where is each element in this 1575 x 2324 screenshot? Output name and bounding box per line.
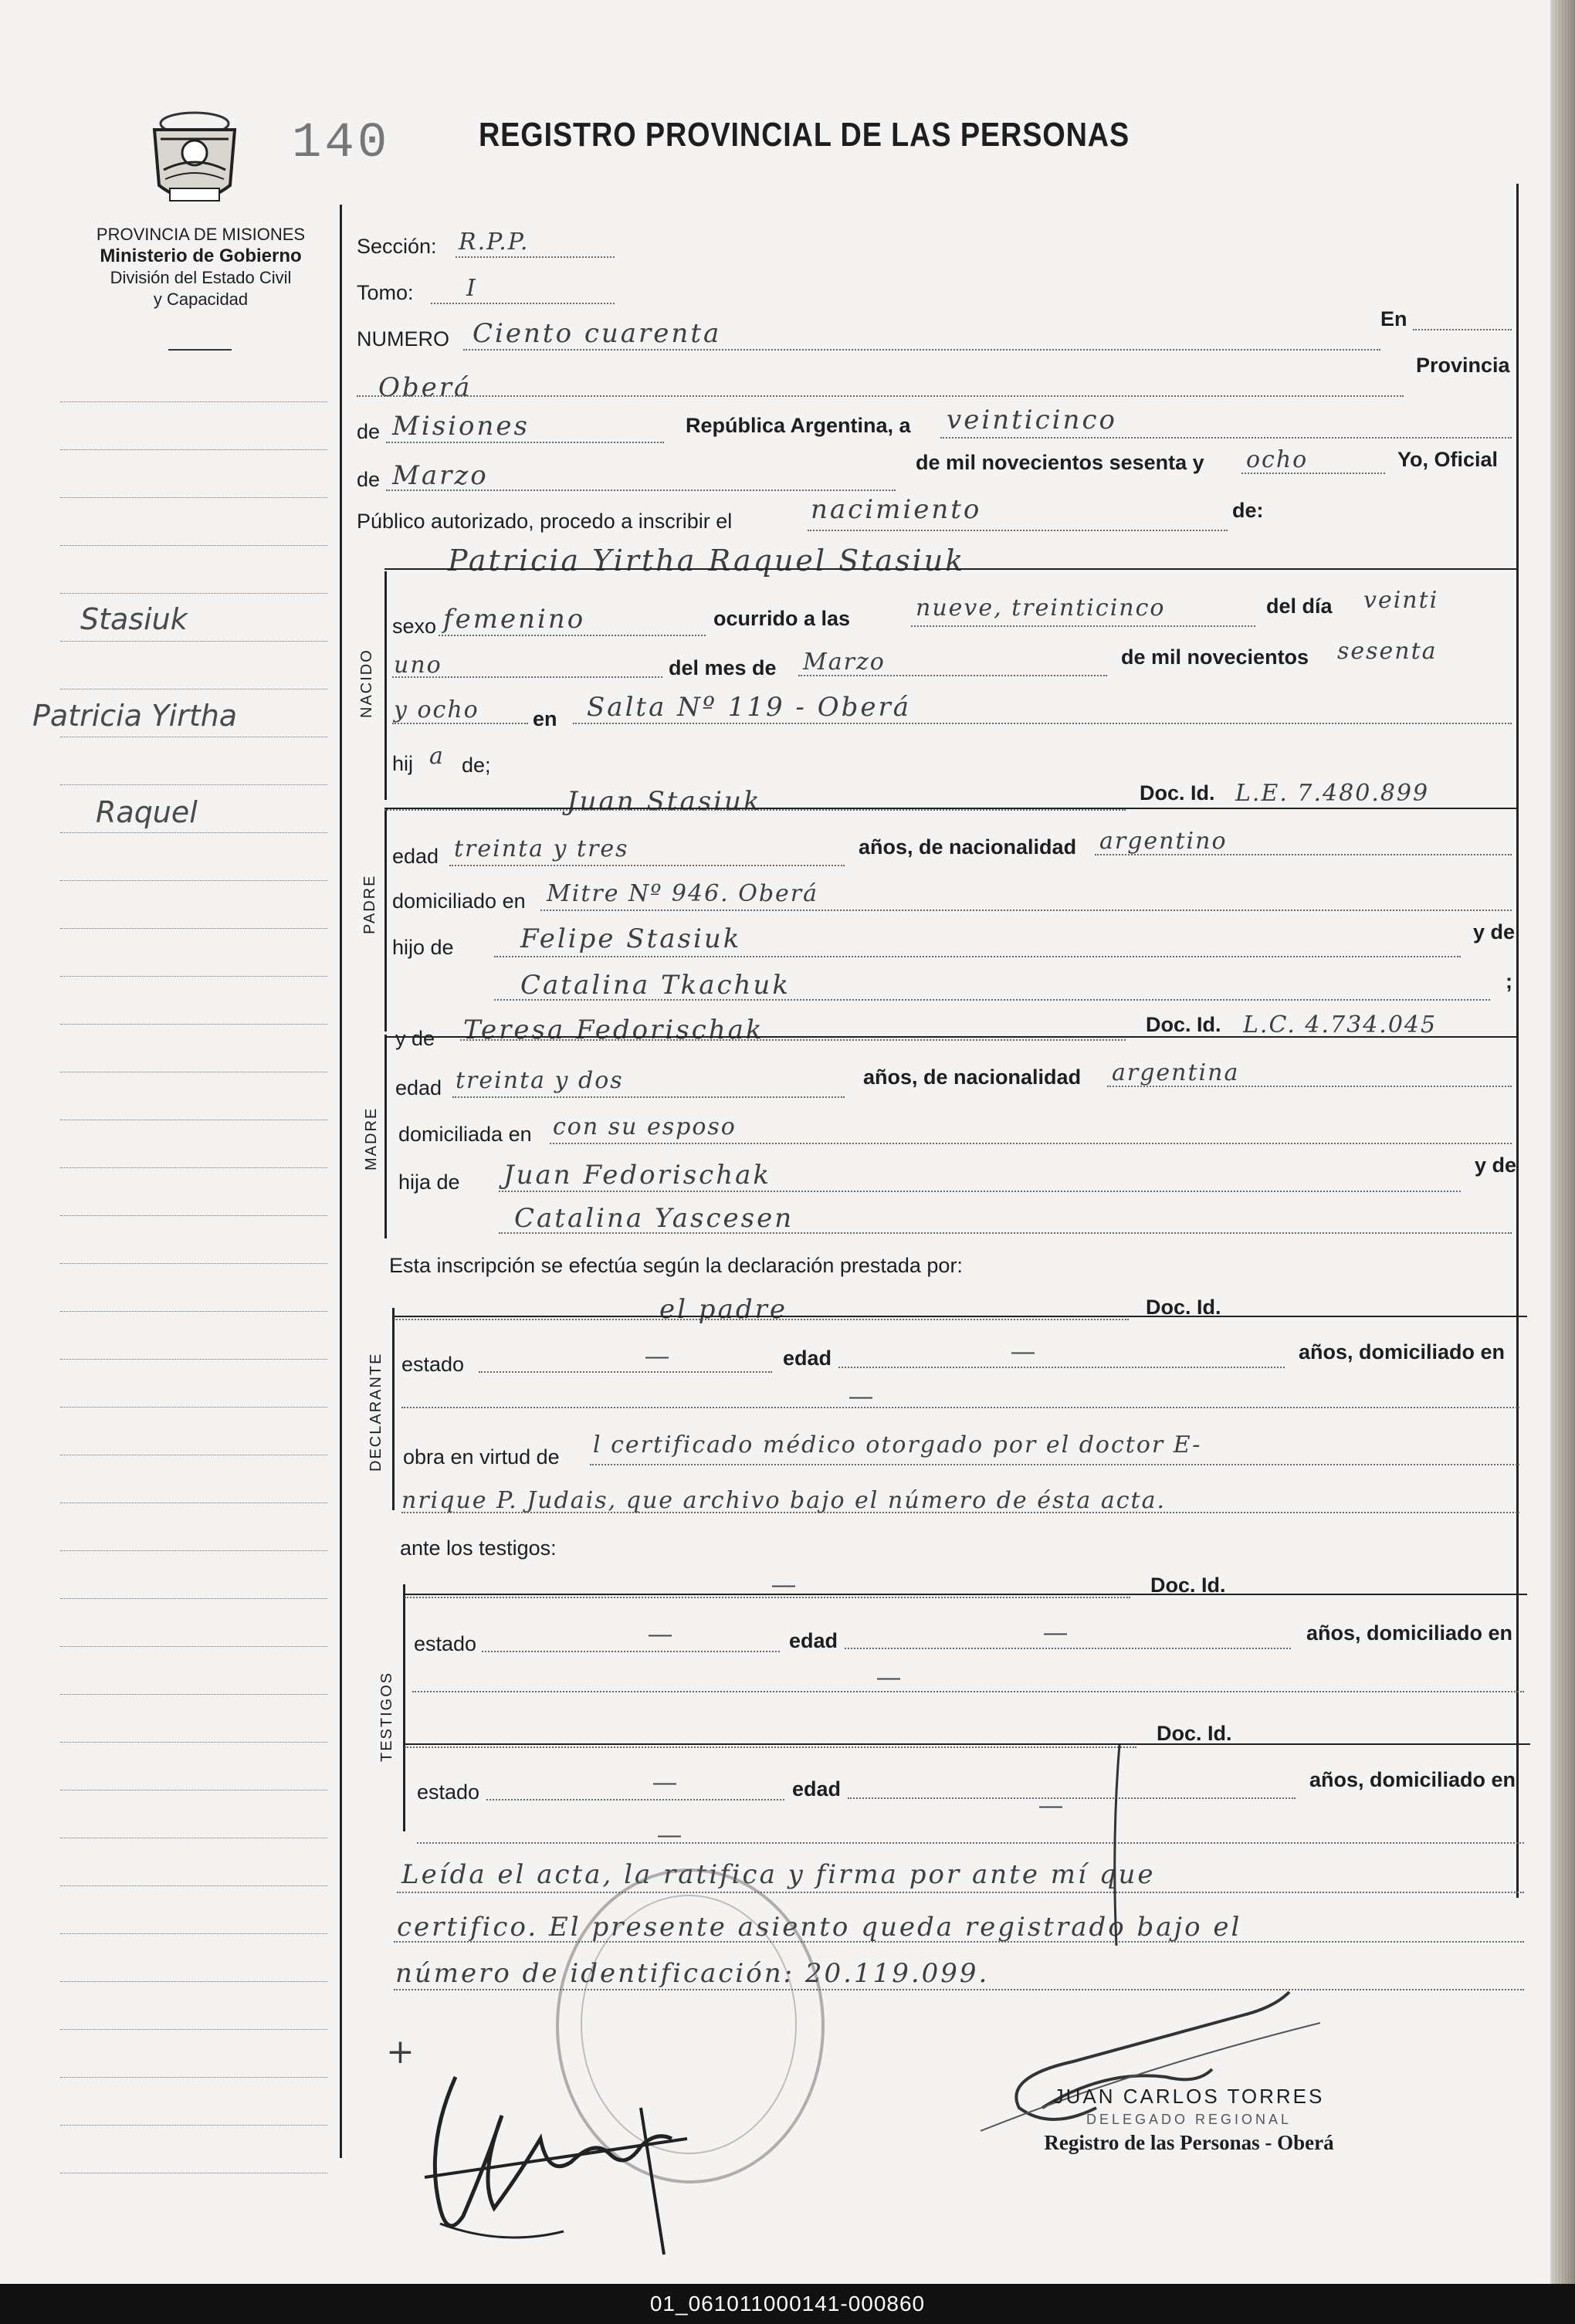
madre-father-name: Juan Fedorischak: [503, 1160, 771, 1191]
testigo1-edad-label: edad: [789, 1629, 838, 1652]
madre-edad-label: edad: [395, 1076, 442, 1099]
tomo-line: [431, 303, 615, 304]
sexo-label: sexo: [392, 615, 437, 638]
margin-rule-line: [60, 976, 327, 977]
margin-rule-line: [60, 1598, 327, 1599]
birth-en-label: en: [533, 707, 557, 730]
ministry-name: Ministerio de Gobierno: [100, 246, 302, 266]
margin-rule-line: [60, 401, 327, 402]
month-value: Marzo: [392, 460, 489, 491]
declarante-edad-value: —: [1011, 1339, 1035, 1364]
year-cont-line: [392, 723, 528, 724]
obra-value: l certificado médico otorgado por el doctor E-: [593, 1431, 1202, 1458]
margin-given-names: Patricia Yirtha: [32, 699, 238, 733]
signer-title: DELEGADO REGIONAL: [1086, 2112, 1292, 2127]
main-left-rule: [340, 205, 342, 2158]
margin-rule-line: [60, 449, 327, 450]
madre-doc-label: Doc. Id.: [1146, 1013, 1221, 1036]
testigo2-estado-dash: —: [653, 1770, 676, 1795]
signer-block: [880, 2085, 1498, 2154]
testigo2-edad-dash: —: [1039, 1793, 1062, 1818]
numero-label: NUMERO: [357, 327, 449, 351]
de-label: de: [357, 420, 381, 443]
padre-rule: [384, 808, 387, 1032]
birth-year-value: sesenta: [1337, 638, 1438, 665]
province-value: Misiones: [392, 411, 530, 442]
nacido-name: Patricia Yirtha Raquel Stasiuk: [448, 544, 966, 578]
margin-rule-line: [60, 2077, 327, 2078]
madre-y-de-label: y de: [395, 1027, 435, 1050]
margin-rule-line: [60, 1981, 327, 1982]
testigo2-anos-label: años, domiciliado en: [1309, 1768, 1516, 1791]
provincia-label: Provincia: [1416, 354, 1510, 377]
padre-side-label: PADRE: [361, 874, 378, 934]
division-name: División del Estado Civil: [110, 268, 292, 287]
testigo1-top-rule: [403, 1594, 1527, 1595]
year-value: ocho: [1246, 446, 1309, 473]
testigo2-edad-label: edad: [792, 1777, 842, 1801]
testigo1-estado-label: estado: [414, 1632, 477, 1655]
nacido-rule: [384, 571, 387, 800]
birth-day-value: veinti: [1363, 587, 1439, 614]
page-title: REGISTRO PROVINCIAL DE LAS PERSONAS: [479, 116, 1130, 154]
padre-name-line: [384, 809, 1126, 811]
testigos-side-label: TESTIGOS: [378, 1671, 395, 1762]
declarante-side-label: DECLARANTE: [368, 1352, 384, 1472]
testigos-label: ante los testigos:: [400, 1536, 557, 1560]
margin-rule-line: [60, 1407, 327, 1408]
seccion-value: R.P.P.: [459, 229, 530, 256]
act-type-line: [808, 530, 1228, 531]
madre-rule: [384, 1035, 387, 1238]
padre-mother-name: Catalina Tkachuk: [520, 970, 791, 1001]
padre-father-line: [494, 956, 1461, 957]
madre-doc-value: L.C. 4.734.045: [1243, 1011, 1438, 1038]
madre-edad-value: treinta y dos: [456, 1067, 624, 1094]
madre-mother-name: Catalina Yascesen: [514, 1203, 794, 1234]
margin-rule-line: [60, 1167, 327, 1168]
margin-rule-line: [60, 1742, 327, 1743]
day-line: [940, 437, 1512, 439]
margin-rule-line: [60, 1359, 327, 1360]
margin-rule-line: [60, 832, 327, 833]
month-line: [386, 490, 896, 491]
madre-domicilio-value: con su esposo: [553, 1113, 737, 1140]
testigo1-name-line: [405, 1597, 1130, 1598]
margin-rule-line: [60, 2125, 327, 2126]
padre-doc-value: L.E. 7.480.899: [1235, 780, 1430, 807]
margin-surname: Stasiuk: [80, 602, 188, 636]
margin-rule-line: [60, 1694, 327, 1695]
testigo2-estado-line: [486, 1799, 784, 1801]
padre-anos-label: años, de nacionalidad: [859, 835, 1077, 859]
day-value: veinticinco: [947, 405, 1117, 435]
margin-rule-line: [60, 1311, 327, 1312]
madre-top-rule: [384, 1036, 1516, 1038]
de-label-2: de: [357, 468, 381, 491]
margin-rule-line: [60, 497, 327, 498]
province-name: PROVINCIA DE MISIONES: [96, 225, 306, 244]
testigo1-dom-dash: —: [877, 1665, 900, 1690]
testigo2-estado-label: estado: [417, 1780, 480, 1804]
nacido-side-label: NACIDO: [358, 649, 375, 718]
declarante-rule: [392, 1308, 395, 1510]
signer-name: JUAN CARLOS TORRES: [1053, 2085, 1325, 2108]
divider: [168, 349, 232, 351]
padre-edad-line: [449, 865, 845, 866]
obra-line: [590, 1464, 1519, 1465]
margin-rule-line: [60, 1933, 327, 1934]
padre-domicilio-value: Mitre Nº 946. Oberá: [547, 880, 819, 907]
birth-place-line: [573, 723, 1512, 724]
madre-nacionalidad-line: [1107, 1086, 1512, 1087]
margin-rule-line: [60, 1215, 327, 1216]
nacido-top-rule: [384, 568, 1516, 570]
margin-rule-line: [60, 928, 327, 929]
madre-name: Teresa Fedorischak: [463, 1015, 764, 1045]
testigo1-name-dash: —: [772, 1572, 795, 1597]
madre-y-de-label-2: y de: [1475, 1154, 1517, 1177]
closing-line-1: Leída el acta, la ratifica y firma por ante mí que: [401, 1859, 1156, 1890]
margin-rule-line: [60, 1502, 327, 1503]
madre-name-line: [460, 1039, 1126, 1041]
publico-label: Público autorizado, procedo a inscribir el: [357, 510, 733, 533]
madre-mother-line: [499, 1232, 1512, 1234]
padre-edad-value: treinta y tres: [454, 835, 629, 862]
testigo1-edad-line: [845, 1648, 1291, 1649]
sexo-line: [439, 635, 706, 636]
declarant-signature-icon: [409, 2023, 733, 2270]
testigo2-doc-label: Doc. Id.: [1157, 1722, 1232, 1745]
margin-rule-line: [60, 784, 327, 785]
padre-edad-label: edad: [392, 845, 439, 868]
en-label: En: [1380, 307, 1407, 330]
birth-year-value-cont: y ocho: [394, 696, 479, 723]
padre-nacionalidad-value: argentino: [1099, 828, 1228, 855]
birth-month-value: Marzo: [803, 649, 886, 676]
madre-edad-line: [452, 1096, 845, 1098]
province-line: [386, 442, 664, 443]
en-line: [1413, 329, 1512, 330]
madre-anos-label: años, de nacionalidad: [863, 1065, 1082, 1089]
declarante-name: el padre: [659, 1294, 788, 1325]
testigo1-estado-line: [482, 1651, 780, 1652]
del-dia-label: del día: [1266, 595, 1333, 618]
locality-value: Oberá: [378, 372, 472, 403]
division-name-cont: y Capacidad: [153, 290, 249, 309]
year-line: [1241, 473, 1385, 474]
obra-value-cont: nrique P. Judais, que archivo bajo el número de ésta acta.: [401, 1487, 1166, 1514]
hij-value: a: [429, 743, 445, 770]
padre-nacionalidad-line: [1095, 854, 1512, 855]
padre-top-rule: [384, 808, 1516, 809]
page-stack-edge: [1550, 0, 1575, 2284]
provincial-seal-icon: [141, 108, 249, 215]
testigo1-edad-dash: —: [1044, 1620, 1067, 1645]
birth-month-line: [798, 675, 1107, 676]
madre-side-label: MADRE: [363, 1106, 380, 1170]
seccion-line: [456, 256, 615, 258]
hij-de-label: de;: [462, 754, 491, 777]
declarante-dom-line: [401, 1407, 1519, 1408]
margin-rule-line: [60, 1024, 327, 1025]
testigo1-estado-dash: —: [649, 1621, 672, 1647]
declarante-doc-label: Doc. Id.: [1146, 1296, 1221, 1319]
madre-hija-de-label: hija de: [398, 1170, 460, 1194]
file-id: 01_061011000141-000860: [649, 2292, 926, 2316]
testigo1-dom-line: [412, 1691, 1524, 1692]
closing-line-2: certifico. El presente asiento queda registrado bajo el: [397, 1912, 1242, 1943]
declarante-name-line: [394, 1319, 1129, 1320]
madre-domicilio-label: domiciliada en: [398, 1123, 532, 1146]
main-right-rule: [1516, 184, 1519, 1898]
madre-father-line: [499, 1191, 1461, 1192]
declarante-anos-label: años, domiciliado en: [1299, 1340, 1506, 1364]
padre-hijo-de-label: hijo de: [392, 936, 454, 959]
seccion-label: Sección:: [357, 235, 437, 258]
closing-line-3: número de identificación: 20.119.099.: [395, 1958, 990, 1989]
time-value: nueve, treinticinco: [916, 595, 1166, 622]
numero-line: [463, 349, 1380, 351]
margin-rule-line: [60, 1885, 327, 1886]
margin-rule-line: [60, 1550, 327, 1551]
margin-rule-line: [60, 880, 327, 881]
tomo-value: I: [466, 275, 477, 302]
testigos-rule: [403, 1584, 405, 1831]
day-cont-line: [392, 676, 662, 678]
testigo1-anos-label: años, domiciliado en: [1306, 1621, 1513, 1645]
padre-domicilio-line: [540, 910, 1512, 911]
margin-rule-line: [60, 593, 327, 594]
padre-semicolon: ;: [1506, 970, 1512, 993]
padre-y-de-label: y de: [1473, 920, 1516, 943]
margin-rule-line: [60, 641, 327, 642]
del-mes-label: del mes de: [669, 656, 777, 679]
declarante-top-rule: [392, 1316, 1527, 1317]
year-text-label: de mil novecientos sesenta y: [916, 451, 1204, 474]
margin-rule-line: [60, 545, 327, 546]
declarante-estado-line: [479, 1371, 772, 1373]
mil-label: de mil novecientos: [1121, 645, 1309, 669]
declaracion-text: Esta inscripción se efectúa según la declaración prestada por:: [389, 1254, 963, 1277]
locality-line: [357, 395, 1404, 397]
margin-given-name-2: Raquel: [96, 795, 198, 829]
act-type-value: nacimiento: [811, 494, 982, 525]
de-colon: de:: [1232, 499, 1264, 522]
acta-number: 140: [292, 116, 391, 171]
time-line: [911, 625, 1255, 627]
obra-label: obra en virtud de: [403, 1445, 560, 1469]
margin-rule-line: [60, 1646, 327, 1647]
testigo2-dom-dash: —: [658, 1822, 681, 1848]
padre-doc-label: Doc. Id.: [1140, 781, 1215, 805]
declarante-dom-value: —: [849, 1384, 872, 1409]
obra-cont-line: [401, 1512, 1519, 1513]
madre-nacionalidad-value: argentina: [1112, 1059, 1240, 1086]
hij-label: hij: [392, 752, 414, 775]
issuer-block: [46, 224, 355, 310]
numero-value: Ciento cuarenta: [472, 318, 722, 349]
yo-oficial-label: Yo, Oficial: [1397, 448, 1499, 471]
cross-mark: +: [386, 2032, 417, 2072]
republica-label: República Argentina, a: [686, 414, 911, 437]
padre-father-name: Felipe Stasiuk: [520, 923, 742, 954]
padre-mother-line: [494, 999, 1490, 1001]
signer-office: Registro de las Personas - Oberá: [1044, 2131, 1334, 2154]
padre-domicilio-label: domiciliado en: [392, 889, 526, 913]
madre-domicilio-line: [550, 1143, 1512, 1144]
sexo-value: femenino: [443, 604, 586, 635]
declarante-edad-line: [838, 1367, 1285, 1368]
declarante-estado-label: estado: [401, 1353, 465, 1376]
padre-name: Juan Stasiuk: [567, 786, 762, 817]
declarante-edad-label: edad: [783, 1347, 832, 1370]
testigo1-doc-label: Doc. Id.: [1150, 1574, 1226, 1597]
margin-rule-line: [60, 2029, 327, 2030]
ocurrido-label: ocurrido a las: [713, 607, 851, 630]
tomo-label: Tomo:: [357, 281, 414, 304]
declarante-estado-value: —: [645, 1343, 669, 1369]
birth-day-value-cont: uno: [394, 652, 442, 679]
margin-rule-line: [60, 1263, 327, 1264]
birth-place-value: Salta Nº 119 - Oberá: [587, 692, 912, 723]
